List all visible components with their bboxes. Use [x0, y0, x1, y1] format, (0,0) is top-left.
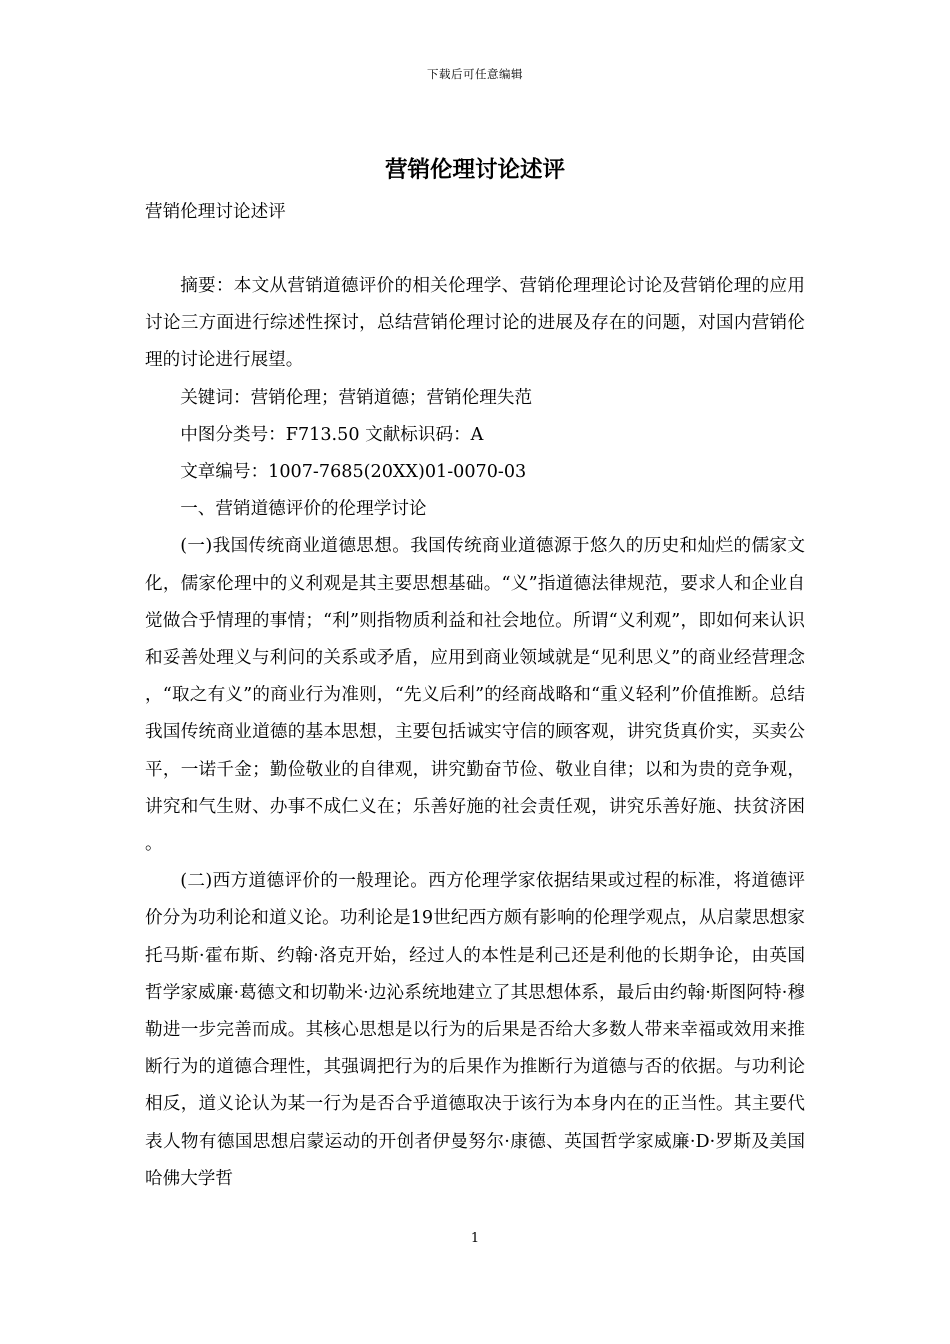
keywords-line: 关键词：营销伦理；营销道德；营销伦理失范: [180, 387, 533, 408]
page-header-note: 下载后可任意编辑: [427, 67, 523, 81]
article-number-line: 文章编号：1007-7685(20XX)01-0070-03: [180, 462, 527, 483]
abstract-paragraph: 摘要：本文从营销道德评价的相关伦理学、营销伦理理论讨论及营销伦理的应用讨论三方面进行综述性探讨，总结营销伦理讨论的进展及存在的问题，对国内营销伦理的讨论进行展望。: [145, 276, 805, 371]
document-body: [145, 268, 805, 1198]
classification-line: 中图分类号：F713.50 文献标识码：A: [180, 424, 484, 445]
document-title: 营销伦理讨论述评: [384, 157, 565, 183]
section-heading: 一、营销道德评价的伦理学讨论: [180, 499, 427, 520]
page-number: 1: [470, 1231, 480, 1246]
body-paragraph: (一)我国传统商业道德思想。我国传统商业道德源于悠久的历史和灿烂的儒家文化，儒家伦理中的义利观是其主要思想基础。“义”指道德法律规范，要求人和企业自觉做合乎情理的事情；“利”则指物质利益和社会地位。所谓“义利观”，即如何来认识和妥善处理义与利问的关系或矛盾，应用到商业领域就是“见利思义”的商业经营理念，“取之有义”的商业行为准则，“先义后利”的经商战略和“重义轻利”价值推断。总结我国传统商业道德的基本思想，主要包括诚实守信的顾客观，讲究货真价实，买卖公平，一诺千金；勤俭敬业的自律观，讲究勤奋节俭、敬业自律；以和为贵的竞争观，讲究和气生财、办事不成仁义在；乐善好施的社会责任观，讲究乐善好施、扶贫济困。: [145, 536, 805, 855]
document-subtitle: 营销伦理讨论述评: [145, 202, 286, 222]
body-paragraph: (二)西方道德评价的一般理论。西方伦理学家依据结果或过程的标准，将道德评价分为功利论和道义论。功利论是19世纪西方颇有影响的伦理学观点，从启蒙思想家托马斯·霍布斯、约翰·洛克开始，经过人的本性是利己还是利他的长期争论，由英国哲学家威廉·葛德文和切勒米·边沁系统地建立了其思想体系，最后由约翰·斯图阿特·穆勒进一步完善而成。其核心思想是以行为的后果是否给大多数人带来幸福或效用来推断行为的道德合理性，其强调把行为的后果作为推断行为道德与否的依据。与功利论相反，道义论认为某一行为是否合乎道德取决于该行为本身内在的正当性。其主要代表人物有德国思想启蒙运动的开创者伊曼努尔·康德、英国哲学家威廉·D·罗斯及美国哈佛大学哲: [145, 871, 805, 1189]
